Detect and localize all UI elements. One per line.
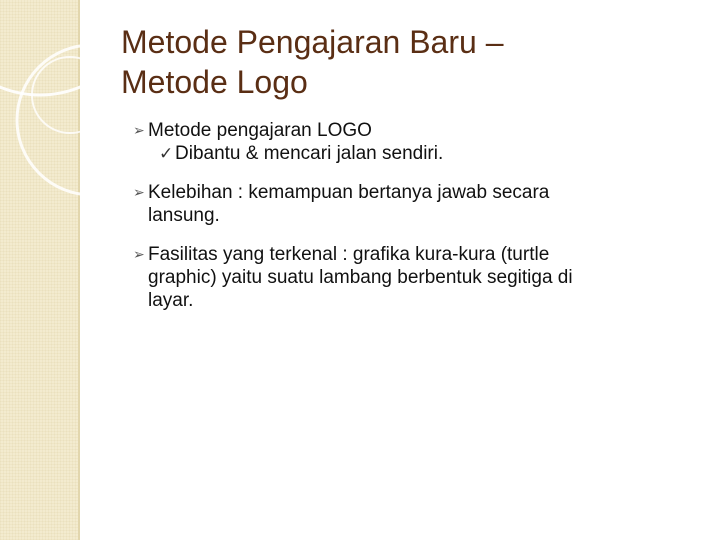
sub-bullet-text: Dibantu & mencari jalan sendiri. [175,143,444,164]
side-decor-band [0,0,79,540]
bullet-text-line: Fasilitas yang terkenal : grafika kura-kura (turtle [148,244,550,265]
arrow-bullet-icon: ➢ [133,122,145,138]
arrow-bullet-icon: ➢ [133,246,145,262]
checkmark-icon: ✓ [159,144,174,163]
title-line-1: Metode Pengajaran Baru – [121,24,504,60]
bullet-text-line: layar. [148,290,194,311]
side-decor-edge [78,0,80,540]
slide-title [121,22,681,102]
bullet-text-line: lansung. [148,205,220,226]
bullet-text-line: Metode pengajaran LOGO [148,120,372,141]
arrow-bullet-icon: ➢ [133,184,145,200]
bullet-text-line: Kelebihan : kemampuan bertanya jawab secara [148,182,550,203]
bullet-text-line: graphic) yaitu suatu lambang berbentuk segitiga di [148,267,573,288]
title-line-2: Metode Logo [121,64,308,100]
